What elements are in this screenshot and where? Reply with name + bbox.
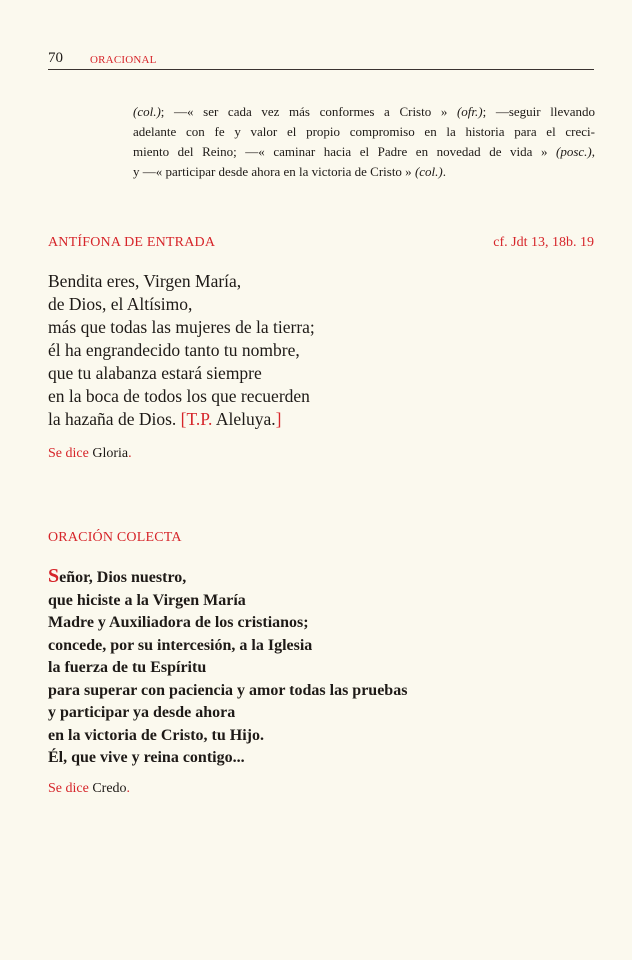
rubric-abbrev: (col.) bbox=[414, 164, 443, 179]
intro-line: y —« participar desde ahora en la victoria de Cristo » (col.). bbox=[133, 164, 446, 179]
prayer-line: que hiciste a la Virgen María bbox=[48, 591, 246, 609]
rubric-gloria: Se dice Gloria. bbox=[48, 446, 132, 461]
antiphon-line: él ha engrandecido tanto tu nombre, bbox=[48, 340, 300, 360]
rubric-abbrev: (col.) bbox=[133, 104, 161, 119]
page-header bbox=[48, 50, 594, 70]
prayer-line: para superar con paciencia y amor todas las pruebas bbox=[48, 681, 408, 699]
header-rule bbox=[48, 69, 594, 70]
collect-heading: ORACIÓN COLECTA bbox=[48, 530, 182, 545]
antiphon-line: la hazaña de Dios. [T.P. Aleluya.] bbox=[48, 409, 282, 429]
rubric-abbrev: (ofr.) bbox=[456, 104, 483, 119]
prayer-line: la fuerza de tu Espíritu bbox=[48, 659, 207, 676]
scripture-reference: cf. Jdt 13, 18b. 19 bbox=[493, 235, 594, 250]
drop-initial: S bbox=[48, 565, 60, 587]
running-head: ORACIONAL bbox=[90, 54, 157, 66]
bracket: [ bbox=[180, 409, 187, 429]
prayer-line: Madre y Auxiliadora de los cristianos; bbox=[48, 614, 309, 631]
alleluia: Aleluya. bbox=[215, 409, 276, 429]
prayer-line: y participar ya desde ahora bbox=[48, 704, 236, 721]
antiphon-line: que tu alabanza estará siempre bbox=[48, 363, 262, 383]
entrance-antiphon-heading: ANTÍFONA DE ENTRADA bbox=[48, 235, 216, 250]
antiphon-line: en la boca de todos los que recuerden bbox=[48, 386, 310, 406]
intro-line: miento del Reino; —« caminar hacia el Padre en novedad de vida » (posc.), bbox=[133, 144, 595, 159]
antiphon-line: más que todas las mujeres de la tierra; bbox=[48, 317, 315, 337]
antiphon-line: Bendita eres, Virgen María, bbox=[48, 271, 242, 291]
prayer-line: Señor, Dios nuestro, bbox=[48, 565, 187, 587]
page-number: 70 bbox=[48, 50, 63, 66]
easter-season-marker: T.P. bbox=[186, 409, 213, 429]
prayer-line: concede, por su intercesión, a la Iglesia bbox=[48, 636, 313, 654]
entrance-antiphon-text bbox=[48, 270, 315, 431]
prayer-line: Él, que vive y reina contigo... bbox=[48, 749, 245, 766]
intro-line: adelante con fe y valor el propio compromiso en la historia para el creci- bbox=[133, 124, 595, 139]
bracket: ] bbox=[275, 409, 282, 429]
intro-line: (col.); —« ser cada vez más conformes a Cristo » (ofr.); —seguir llevando bbox=[133, 104, 595, 119]
intro-paragraph bbox=[133, 102, 595, 182]
collect-prayer-text bbox=[48, 565, 407, 770]
antiphon-line: de Dios, el Altísimo, bbox=[48, 294, 193, 314]
rubric-abbrev: (posc.) bbox=[556, 144, 592, 159]
rubric-credo: Se dice Credo. bbox=[48, 781, 131, 796]
prayer-line: en la victoria de Cristo, tu Hijo. bbox=[48, 726, 264, 744]
